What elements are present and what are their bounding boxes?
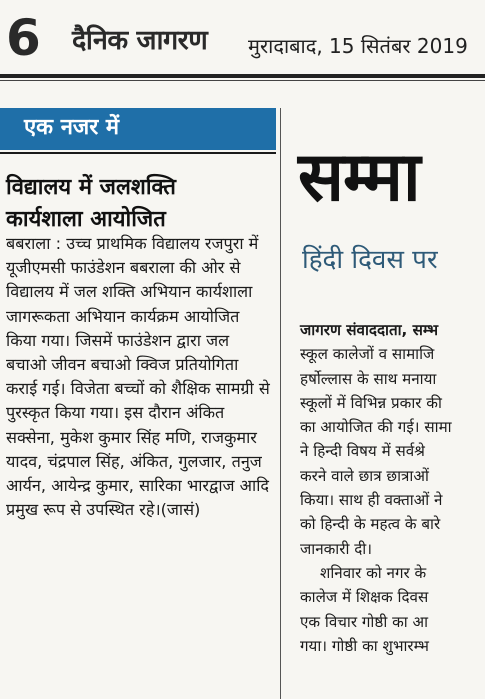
article-headline-line2: कार्यशाला आयोजित — [6, 207, 166, 232]
lead-body-line: ने हिन्दी विषय में सर्वश्रे — [300, 442, 425, 461]
lead-body-line: गया। गोष्ठी का शुभारम्भ — [300, 636, 429, 655]
article-body-text: बबराला : उच्च प्राथमिक विद्यालय रजपुरा में यूजीएमसी फाउंडेशन बबराला की ओर से विद्यालय में जल शक्ति अभियान कार्यशाला जागरूकता अभियान कार्यक्रम आयोजित किया गया। जिसमें फाउंडेशन द्वारा जल बचाओ जीवन बचाओ क्विज प्रतियोगिता कराई गई। विजेता बच्चों को शैक्षिक सामग्री से पुरस्कृत किया गया। इस दौरान अंकित सक्सेना, मुकेश कुमार सिंह मणि, राजकुमार यादव, चंद्रपाल सिंह, अंकित, गुलजार, तनुज आर्यन, आयेन्द्र कुमार, सारिका भारद्वाज आदि प्रमुख रूप से उपस्थित रहे। — [6, 234, 270, 520]
masthead-rule-thin — [0, 80, 485, 81]
article-body — [6, 232, 272, 522]
article-headline — [6, 172, 272, 236]
column-divider — [280, 108, 281, 699]
article-credit: (जासं) — [160, 500, 201, 520]
article-headline-line1: विद्यालय में जलशक्ति — [6, 175, 176, 200]
lead-story-column — [286, 108, 485, 699]
lead-byline: जागरण संवाददाता, सम्भ — [300, 321, 439, 339]
lead-body-line: शनिवार को नगर के — [320, 563, 427, 582]
lead-body-line: एक विचार गोष्ठी का आ — [300, 612, 429, 631]
lead-body-line: किया। साथ ही वक्ताओं ने — [300, 491, 443, 510]
lead-body-line: स्कूल कालेजों व सामाजि — [300, 345, 435, 364]
lead-body-line: हर्षोल्लास के साथ मनाया — [300, 369, 437, 388]
lead-headline: सम्मा — [298, 138, 420, 217]
lead-body-line: जानकारी दी। — [300, 539, 372, 558]
newspaper-name: दैनिक जागरण — [72, 25, 208, 56]
lead-body-line: को हिन्दी के महत्व के बारे — [300, 515, 441, 534]
lead-body-line: करने वाले छात्र छात्राओं — [300, 466, 429, 485]
brief-column — [0, 108, 276, 699]
lead-body — [300, 318, 485, 658]
section-label-box — [0, 108, 276, 150]
lead-body-line: स्कूलों में विभिन्न प्रकार की — [300, 393, 442, 412]
dateline: मुरादाबाद, 15 सितंबर 2019 — [248, 34, 468, 58]
page-number: 6 — [6, 9, 41, 67]
masthead-rule — [0, 74, 485, 78]
lead-body-line: कालेज में शिक्षक दिवस — [300, 588, 429, 607]
section-divider — [0, 152, 276, 154]
lead-body-line: का आयोजित की गई। सामा — [300, 418, 452, 437]
lead-subheadline: हिंदी दिवस पर — [302, 245, 438, 275]
masthead — [0, 0, 485, 82]
section-label: एक नजर में — [24, 115, 120, 140]
